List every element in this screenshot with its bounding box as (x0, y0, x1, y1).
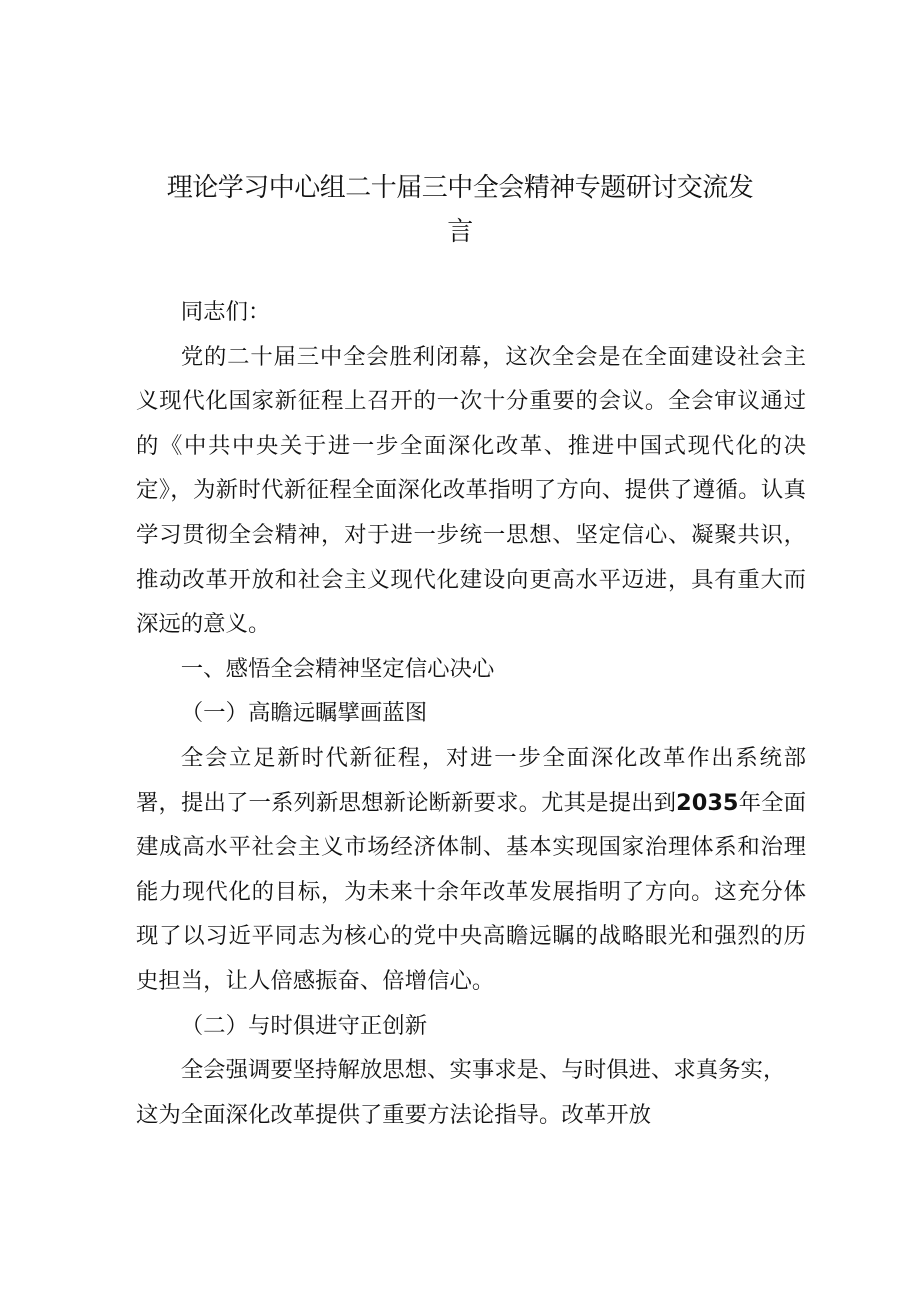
document-title-line1: 理论学习中心组二十届三中全会精神专题研讨交流发 (166, 173, 754, 203)
salutation: 同志们： (180, 299, 271, 325)
subsection-heading-2: （二）与时俱进守正创新 (180, 1012, 428, 1039)
paragraph-2-part-b: 年全面建成高水平社会主义市场经济体制、基本实现国家治理体系和治理能力现代化的目标，为未来十余年改革发展指明了方向。这充分体现了以习近平同志为核心的党中央高瞻远瞩的战略眼光和强烈的历史担当，让人倍感振奋、倍增信心。 (136, 789, 807, 994)
document-body (136, 290, 806, 1137)
year-number: 2035 (676, 789, 739, 816)
paragraph-2 (136, 736, 806, 1004)
paragraph-3: 全会强调要坚持解放思想、实事求是、与时俱进、求真务实，这为全面深化改革提供了重要方法论指导。改革开放 (136, 1057, 786, 1128)
section-heading-1: 一、感悟全会精神坚定信心决心 (180, 655, 495, 682)
paragraph-2-part-a: 全会立足新时代新征程，对进一步全面深化改革作出系统部署，提出了一系列新思想新论断新要求。尤其是提出到 (136, 744, 806, 816)
document-title-line2: 言 (447, 217, 473, 247)
subsection-heading-1: （一）高瞻远瞩擘画蓝图 (180, 700, 428, 727)
paragraph-1: 党的二十届三中全会胜利闭幕，这次全会是在全面建设社会主义现代化国家新征程上召开的一次十分重要的会议。全会审议通过的《中共中央关于进一步全面深化改革、推进中国式现代化的决定》，为新时代新征程全面深化改革指明了方向、提供了遵循。认真学习贯彻全会精神，对于进一步统一思想、坚定信心、凝聚共识，推动改革开放和社会主义现代化建设向更高水平迈进，具有重大而深远的意义。 (136, 343, 806, 638)
